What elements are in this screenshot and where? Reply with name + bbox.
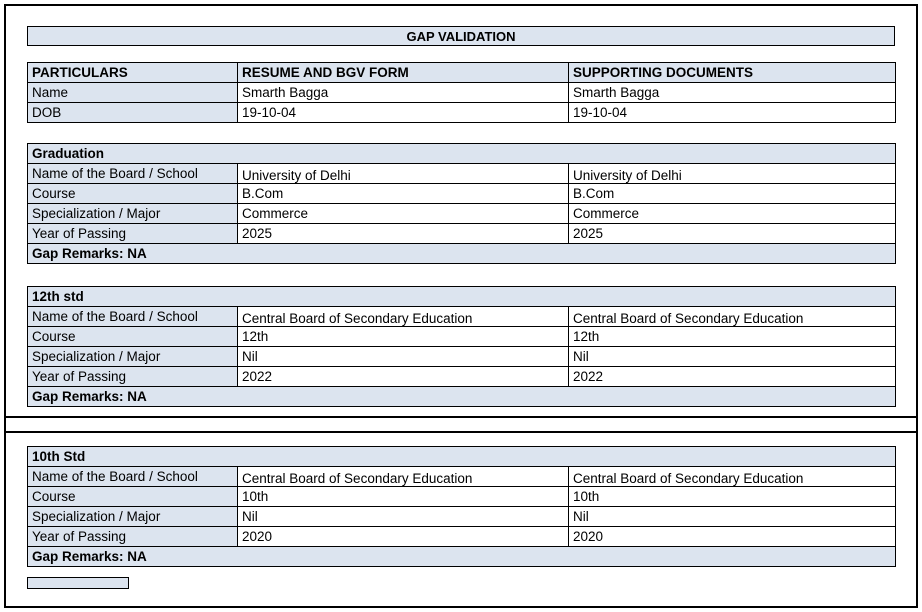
row-label-cell: Specialization / Major bbox=[28, 507, 238, 527]
row-label-cell: Course bbox=[28, 184, 238, 204]
value-cell: 10th bbox=[238, 487, 569, 507]
header-cell-supporting: SUPPORTING DOCUMENTS bbox=[569, 63, 896, 83]
table-row bbox=[28, 164, 896, 184]
table-row bbox=[28, 327, 896, 347]
page-frame bbox=[4, 4, 918, 608]
value-cell: B.Com bbox=[238, 184, 569, 204]
value-cell: Central Board of Secondary Education bbox=[569, 307, 896, 327]
row-label-cell: Specialization / Major bbox=[28, 204, 238, 224]
row-label-cell: Year of Passing bbox=[28, 527, 238, 547]
row-label-cell: Name of the Board / School bbox=[28, 467, 238, 487]
value-cell: Smarth Bagga bbox=[569, 83, 896, 103]
value-cell: B.Com bbox=[569, 184, 896, 204]
value-cell: Nil bbox=[569, 507, 896, 527]
value-cell: Central Board of Secondary Education bbox=[569, 467, 896, 487]
partial-cell bbox=[27, 577, 129, 589]
value-cell: 19-10-04 bbox=[569, 103, 896, 123]
particulars-table bbox=[27, 62, 896, 123]
value-cell: 2025 bbox=[238, 224, 569, 244]
gap-remarks: Gap Remarks: NA bbox=[28, 547, 896, 567]
row-label-cell: Name of the Board / School bbox=[28, 164, 238, 184]
value-cell: University of Delhi bbox=[238, 164, 569, 184]
value-cell: Central Board of Secondary Education bbox=[238, 467, 569, 487]
value-cell: Nil bbox=[238, 347, 569, 367]
section-title-row bbox=[28, 287, 896, 307]
value-cell: Commerce bbox=[569, 204, 896, 224]
value-cell: 2020 bbox=[569, 527, 896, 547]
row-label-cell: DOB bbox=[28, 103, 238, 123]
table-row bbox=[28, 467, 896, 487]
row-label-cell: Year of Passing bbox=[28, 224, 238, 244]
section-title-row bbox=[28, 447, 896, 467]
row-label-cell: Name bbox=[28, 83, 238, 103]
table-row bbox=[28, 527, 896, 547]
row-label-cell: Course bbox=[28, 487, 238, 507]
table-header-row bbox=[28, 63, 896, 83]
gap-remarks-row bbox=[28, 244, 896, 264]
value-cell: 10th bbox=[569, 487, 896, 507]
page-1 bbox=[6, 26, 916, 407]
gap-remarks-row bbox=[28, 547, 896, 567]
row-label-cell: Specialization / Major bbox=[28, 347, 238, 367]
gap-remarks: Gap Remarks: NA bbox=[28, 387, 896, 407]
section-title: Graduation bbox=[28, 144, 896, 164]
value-cell: Nil bbox=[569, 347, 896, 367]
table-row bbox=[28, 103, 896, 123]
value-cell: Smarth Bagga bbox=[238, 83, 569, 103]
value-cell: 19-10-04 bbox=[238, 103, 569, 123]
value-cell: 2022 bbox=[569, 367, 896, 387]
table-row bbox=[28, 347, 896, 367]
section-title-row bbox=[28, 144, 896, 164]
section-title: 12th std bbox=[28, 287, 896, 307]
value-cell: 12th bbox=[569, 327, 896, 347]
table-row bbox=[28, 224, 896, 244]
gap-remarks-row bbox=[28, 387, 896, 407]
header-cell-particulars: PARTICULARS bbox=[28, 63, 238, 83]
table-row bbox=[28, 184, 896, 204]
value-cell: Central Board of Secondary Education bbox=[238, 307, 569, 327]
value-cell: Nil bbox=[238, 507, 569, 527]
page-title: GAP VALIDATION bbox=[27, 26, 895, 46]
value-cell: 2022 bbox=[238, 367, 569, 387]
graduation-table bbox=[27, 143, 896, 264]
page-2 bbox=[6, 446, 916, 589]
row-label-cell: Year of Passing bbox=[28, 367, 238, 387]
header-cell-resume: RESUME AND BGV FORM bbox=[238, 63, 569, 83]
value-cell: 12th bbox=[238, 327, 569, 347]
table-row bbox=[28, 367, 896, 387]
row-label-cell: Name of the Board / School bbox=[28, 307, 238, 327]
value-cell: 2025 bbox=[569, 224, 896, 244]
tenth-std-table bbox=[27, 446, 896, 567]
section-title: 10th Std bbox=[28, 447, 896, 467]
value-cell: Commerce bbox=[238, 204, 569, 224]
value-cell: University of Delhi bbox=[569, 164, 896, 184]
gap-remarks: Gap Remarks: NA bbox=[28, 244, 896, 264]
table-row bbox=[28, 83, 896, 103]
twelfth-std-table bbox=[27, 286, 896, 407]
row-label-cell: Course bbox=[28, 327, 238, 347]
table-row bbox=[28, 204, 896, 224]
table-row bbox=[28, 507, 896, 527]
table-row bbox=[28, 487, 896, 507]
page-break bbox=[6, 416, 916, 433]
table-row bbox=[28, 307, 896, 327]
value-cell: 2020 bbox=[238, 527, 569, 547]
